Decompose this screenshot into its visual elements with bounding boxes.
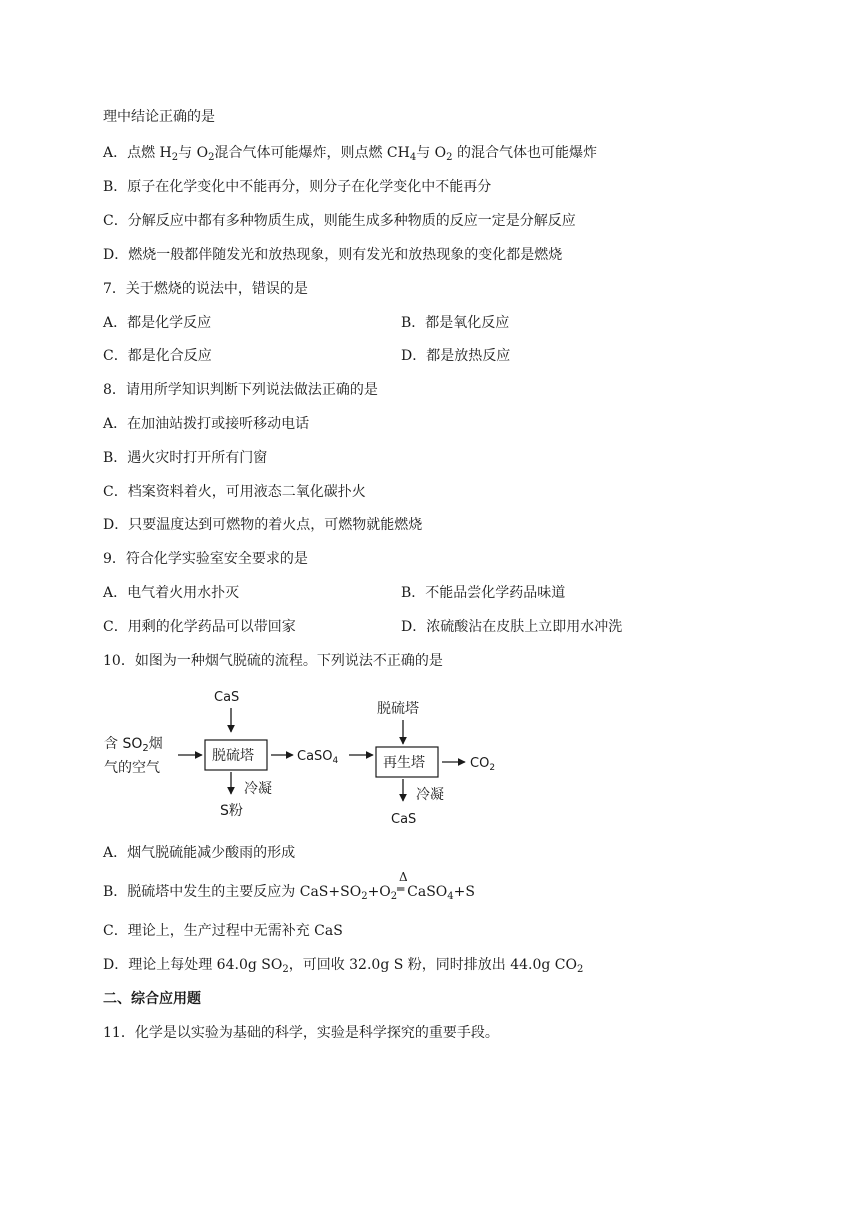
q7-option-b: B．都是氧化反应 [401, 315, 510, 331]
q6-option-a: A．点燃 $H_2$与 $O_2$混合气体可能爆炸，则点燃 $CH_4$与 $O_2$ 的混合气体也可能爆炸 [103, 145, 597, 163]
q9-option-b: B．不能品尝化学药品味道 [401, 585, 566, 601]
desulfurization-tower-label: 脱硫塔 [212, 748, 254, 764]
q11-stem: 11．化学是以实验为基础的科学，实验是科学探究的重要手段。 [103, 1025, 499, 1041]
q10-option-d: D．理论上每处理 64.0g $SO_2$，可回收 32.0g S 粉，同时排放出 44.0g $CO_2$ [103, 957, 584, 975]
q8-option-a: A．在加油站拨打或接听移动电话 [103, 416, 310, 432]
q10-option-b: B．脱硫塔中发生的主要反应为 $CaS+SO_2+O_2$ CaSO$_4$+S [103, 884, 475, 902]
q6-option-d: D．燃烧一般都伴随发光和放热现象，则有发光和放热现象的变化都是燃烧 [103, 247, 563, 263]
q8-option-c: C．档案资料着火，可用液态二氧化碳扑火 [103, 484, 366, 500]
regen-input-label: 脱硫塔 [377, 701, 419, 717]
q9-stem: 9．符合化学实验室安全要求的是 [103, 551, 308, 567]
inlet-gas-label: 含 $SO_2$烟 [104, 736, 163, 754]
caso4-label: CaSO$_4$ [297, 749, 339, 766]
condense-label-2: 冷凝 [416, 787, 444, 803]
q6-option-c: C．分解反应中都有多种物质生成，则能生成多种物质的反应一定是分解反应 [103, 213, 576, 229]
q8-option-d: D．只要温度达到可燃物的着火点，可燃物就能燃烧 [103, 517, 423, 533]
cas-output-label: CaS [391, 812, 417, 827]
q7-option-a: A．都是化学反应 [103, 315, 212, 331]
q7-option-c: C．都是化合反应 [103, 348, 212, 364]
q7-stem: 7．关于燃烧的说法中，错误的是 [103, 281, 308, 297]
q8-option-b: B．遇火灾时打开所有门窗 [103, 450, 268, 466]
q10-stem: 10．如图为一种烟气脱硫的流程。下列说法不正确的是 [103, 653, 443, 669]
q7-option-d: D．都是放热反应 [401, 348, 511, 364]
q9-option-c: C．用剩的化学药品可以带回家 [103, 619, 296, 635]
s-powder-label: S粉 [220, 803, 243, 819]
q9-option-a: A．电气着火用水扑灭 [103, 585, 240, 601]
regeneration-tower-label: 再生塔 [383, 755, 425, 771]
q10-option-c: C．理论上，生产过程中无需补充 CaS [103, 923, 343, 939]
co2-label: $CO_2$ [470, 756, 496, 773]
q10-option-a: A．烟气脱硫能减少酸雨的形成 [103, 845, 296, 861]
reaction-equals-sign: ═ [397, 882, 405, 896]
cas-input-label: CaS [214, 690, 240, 705]
inlet-gas-label-line2: 气的空气 [104, 760, 160, 776]
flue-gas-desulfurization-diagram [100, 684, 520, 830]
condense-label-1: 冷凝 [244, 781, 272, 797]
heating-symbol: Δ [399, 870, 408, 884]
section-heading: 二、综合应用题 [103, 991, 201, 1007]
q6-stem-tail: 理中结论正确的是 [103, 109, 215, 125]
q6-option-b: B．原子在化学变化中不能再分，则分子在化学变化中不能再分 [103, 179, 492, 195]
q9-option-d: D．浓硫酸沾在皮肤上立即用水冲洗 [401, 619, 623, 635]
q8-stem: 8．请用所学知识判断下列说法做法正确的是 [103, 382, 378, 398]
